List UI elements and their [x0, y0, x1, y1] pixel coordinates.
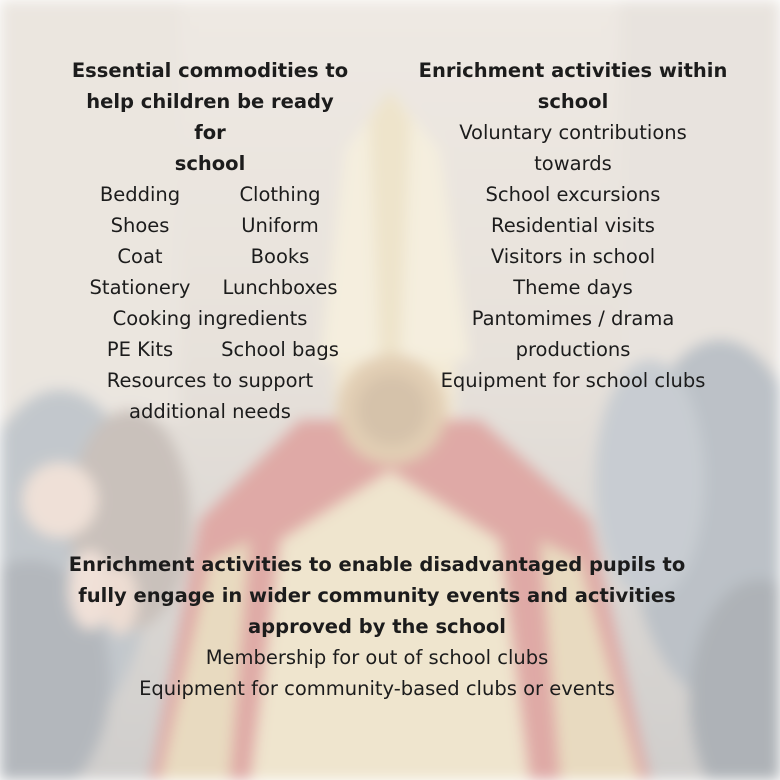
- heading-line: Essential commodities to: [71, 59, 349, 82]
- list-item: Equipment for school clubs: [440, 369, 706, 392]
- list-item: School excursions: [485, 183, 661, 206]
- heading-line: school: [537, 90, 609, 113]
- list-item: Clothing: [239, 183, 321, 206]
- heading-line: Enrichment activities within: [418, 59, 728, 82]
- community-enrichment-section: [60, 549, 694, 704]
- list-item: Cooking ingredients: [112, 307, 308, 330]
- list-item: Lunchboxes: [222, 276, 338, 299]
- list-item: Voluntary contributions: [459, 121, 687, 144]
- enrichment-within-school-section: [412, 55, 734, 396]
- list-item: Pantomimes / drama: [471, 307, 675, 330]
- list-row: [70, 272, 350, 303]
- heading-line: help children be ready for: [86, 90, 334, 144]
- list-item: Theme days: [513, 276, 633, 299]
- list-row: [70, 334, 350, 365]
- heading-line: fully engage in wider community events and activities: [78, 584, 676, 607]
- list-item: Resources to support: [106, 369, 314, 392]
- list-item: PE Kits: [106, 338, 174, 361]
- list-item: Visitors in school: [490, 245, 656, 268]
- heading-line: Enrichment activities to enable disadvantaged pupils to: [68, 553, 686, 576]
- list-item: Residential visits: [491, 214, 655, 237]
- heading-line: school: [174, 152, 246, 175]
- list-item: Membership for out of school clubs: [205, 646, 549, 669]
- list-item: School bags: [221, 338, 339, 361]
- list-item: Coat: [117, 245, 163, 268]
- list-item: Shoes: [110, 214, 170, 237]
- list-item: Books: [250, 245, 310, 268]
- list-row: [70, 179, 350, 210]
- list-item: towards: [534, 152, 612, 175]
- list-item: Stationery: [89, 276, 191, 299]
- community-enrichment-heading: [60, 549, 694, 642]
- list-item: productions: [515, 338, 631, 361]
- list-item: additional needs: [129, 400, 291, 423]
- essential-commodities-heading: [70, 55, 350, 179]
- enrichment-within-school-heading: [412, 55, 734, 117]
- list-item: Uniform: [241, 214, 319, 237]
- list-item: Equipment for community-based clubs or events: [139, 677, 615, 700]
- list-row: [70, 210, 350, 241]
- essential-commodities-section: [70, 55, 350, 427]
- list-item: Bedding: [99, 183, 181, 206]
- list-row: [70, 241, 350, 272]
- heading-line: approved by the school: [248, 615, 506, 638]
- commodities-list: [70, 179, 350, 427]
